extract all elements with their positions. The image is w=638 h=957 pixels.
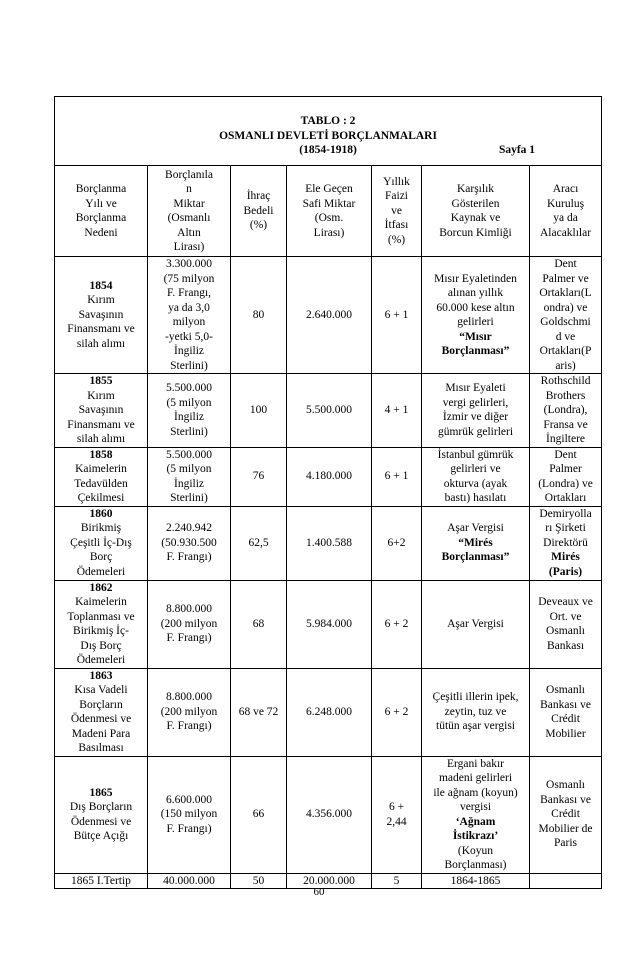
header-row [55, 166, 602, 257]
source-cell: Çeşitli illerin ipek, zeytin, tuz ve tütün aşar vergisi [422, 668, 530, 756]
interest-cell: 6 + 2 [372, 580, 422, 668]
creditor-cell: Osmanlı Bankası ve Crédit Mobilier [530, 668, 602, 756]
interest-cell: 5 [372, 873, 422, 889]
header-cell: Borçlanma Yılı ve Borçlanma Nedeni [55, 166, 148, 257]
year-reason-cell [55, 580, 148, 668]
reason: Birikmiş Çeşitli İç-Dış Borç Ödemeleri [70, 522, 132, 578]
interest-cell: 6 + 1 [372, 257, 422, 374]
interest-cell: 6+2 [372, 506, 422, 580]
header-cell: İhraç Bedeli (%) [231, 166, 287, 257]
creditor-cell: Dent Palmer ve Ortakları(L ondra) ve Goldschmi d ve Ortakları(P aris) [530, 257, 602, 374]
source-cell: 1864-1865 [422, 873, 530, 889]
creditor-cell: Deveaux ve Ort. ve Osmanlı Bankası [530, 580, 602, 668]
net-cell: 4.180.000 [287, 447, 372, 506]
creditor-cell: Rothschild Brothers (Londra), Fransa ve İngiltere [530, 374, 602, 448]
interest-cell: 4 + 1 [372, 374, 422, 448]
table-title: TABLO : 2 [300, 115, 356, 128]
reason: Kaimelerin Tedavülden Çekilmesi [74, 463, 128, 504]
ottoman-debt-table [54, 96, 602, 889]
year-reason-cell [55, 447, 148, 506]
net-cell: 5.500.000 [287, 374, 372, 448]
header-cell: Borçlanıla n Miktar (Osmanlı Altın Lirası) [148, 166, 231, 257]
issue-cell: 100 [231, 374, 287, 448]
amount-cell: 8.800.000 (200 milyon F. Frangı) [148, 580, 231, 668]
issue-cell: 68 ve 72 [231, 668, 287, 756]
table-row [55, 756, 602, 873]
source-cell: Aşar Vergisi [422, 580, 530, 668]
reason: Dış Borçların Ödenmesi ve Bütçe Açığı [69, 801, 133, 842]
interest-cell: 6 + 2,44 [372, 756, 422, 873]
year: 1865 [89, 786, 113, 799]
header-cell: Yıllık Faizi ve İtfası (%) [372, 166, 422, 257]
source-text: Mısır Eyaletinden alınan yıllık 60.000 kese altın gelirleri [434, 272, 517, 328]
amount-cell: 5.500.000 (5 milyon İngiliz Sterlini) [148, 447, 231, 506]
source-loan-name: “Mirés Borçlanması” [441, 536, 510, 564]
table-title-row [55, 97, 602, 166]
year: 1863 [89, 669, 113, 682]
header-cell: Karşılık Gösterilen Kaynak ve Borcun Kimliği [422, 166, 530, 257]
creditor-name: Mirés (Paris) [548, 551, 583, 578]
net-cell: 5.984.000 [287, 580, 372, 668]
net-cell: 1.400.588 [287, 506, 372, 580]
source-cell [422, 257, 530, 374]
year: 1855 [89, 375, 113, 387]
source-loan-name: “Mısır Borçlanması” [441, 330, 510, 357]
amount-cell: 8.800.000 (200 milyon F. Frangı) [148, 668, 231, 756]
source-text: Aşar Vergisi [447, 522, 504, 535]
source-cell [422, 756, 530, 873]
table-subtitle: OSMANLI DEVLETİ BORÇLANMALARI [219, 129, 437, 142]
net-cell: 6.248.000 [287, 668, 372, 756]
table-title-cell [55, 97, 602, 166]
amount-cell: 40.000.000 [148, 873, 231, 889]
year-reason-cell [55, 374, 148, 448]
page-number: 60 [313, 886, 325, 898]
source-cell [422, 506, 530, 580]
amount-cell: 2.240.942 (50.930.500 F. Frangı) [148, 506, 231, 580]
amount-cell: 5.500.000 (5 milyon İngiliz Sterlini) [148, 374, 231, 448]
page-label: Sayfa 1 [498, 144, 536, 157]
issue-cell: 66 [231, 756, 287, 873]
issue-cell: 62,5 [231, 506, 287, 580]
source-loan-note: (Koyun Borçlanması) [444, 844, 507, 871]
reason: Kaimelerin Toplanması ve Birikmiş İç- Dış Borç Ödemeleri [67, 596, 135, 666]
header-cell: Aracı Kuruluş ya da Alacaklılar [530, 166, 602, 257]
year: 1862 [89, 581, 113, 594]
year-reason-cell [55, 257, 148, 374]
issue-cell: 68 [231, 580, 287, 668]
table-row [55, 580, 602, 668]
source-loan-name: ‘Ağnam İstikrazı’ [452, 815, 499, 842]
net-cell: 2.640.000 [287, 257, 372, 374]
year-reason-cell [55, 506, 148, 580]
table-row [55, 506, 602, 580]
creditor-cell: Osmanlı Bankası ve Crédit Mobilier de Paris [530, 756, 602, 873]
reason: Kırım Savaşının Finansmanı ve silah alımı [67, 294, 135, 350]
year-reason-cell: 1865 I.Tertip [55, 873, 148, 889]
issue-cell: 80 [231, 257, 287, 374]
table-row [55, 374, 602, 448]
year: 1854 [89, 279, 113, 292]
header-cell: Ele Geçen Safi Miktar (Osm. Lirası) [287, 166, 372, 257]
table-row [55, 257, 602, 374]
year: 1858 [89, 448, 113, 461]
source-cell: İstanbul gümrük gelirleri ve okturva (ayak bastı) hasılatı [422, 447, 530, 506]
year-reason-cell [55, 756, 148, 873]
amount-cell: 3.300.000 (75 milyon F. Frangı, ya da 3,0 milyon -yetki 5,0- İngiliz Sterlini) [148, 257, 231, 374]
creditor-text: Demiryolla rı Şirketi Direktörü [539, 507, 592, 549]
table-period: (1854-1918) [299, 144, 357, 157]
creditor-cell [530, 506, 602, 580]
issue-cell: 50 [231, 873, 287, 889]
year-reason-cell [55, 668, 148, 756]
source-cell: Mısır Eyaleti vergi gelirleri, İzmir ve diğer gümrük gelirleri [422, 374, 530, 448]
year: 1860 [89, 507, 113, 520]
table-period-line [56, 143, 600, 158]
reason: Kısa Vadeli Borçların Ödenmesi ve Madeni Para Basılması [70, 684, 132, 754]
source-text: Ergani bakır madeni gelirleri ile ağnam (koyun) vergisi [433, 757, 518, 813]
table-row [55, 447, 602, 506]
creditor-cell: Dent Palmer (Londra) ve Ortakları [530, 447, 602, 506]
amount-cell: 6.600.000 (150 milyon F. Frangı) [148, 756, 231, 873]
net-cell: 20.000.000 [287, 873, 372, 889]
net-cell: 4.356.000 [287, 756, 372, 873]
issue-cell: 76 [231, 447, 287, 506]
interest-cell: 6 + 1 [372, 447, 422, 506]
reason: Kırım Savaşının Finansmanı ve silah alımı [67, 389, 135, 445]
interest-cell: 6 + 2 [372, 668, 422, 756]
table-row [55, 668, 602, 756]
